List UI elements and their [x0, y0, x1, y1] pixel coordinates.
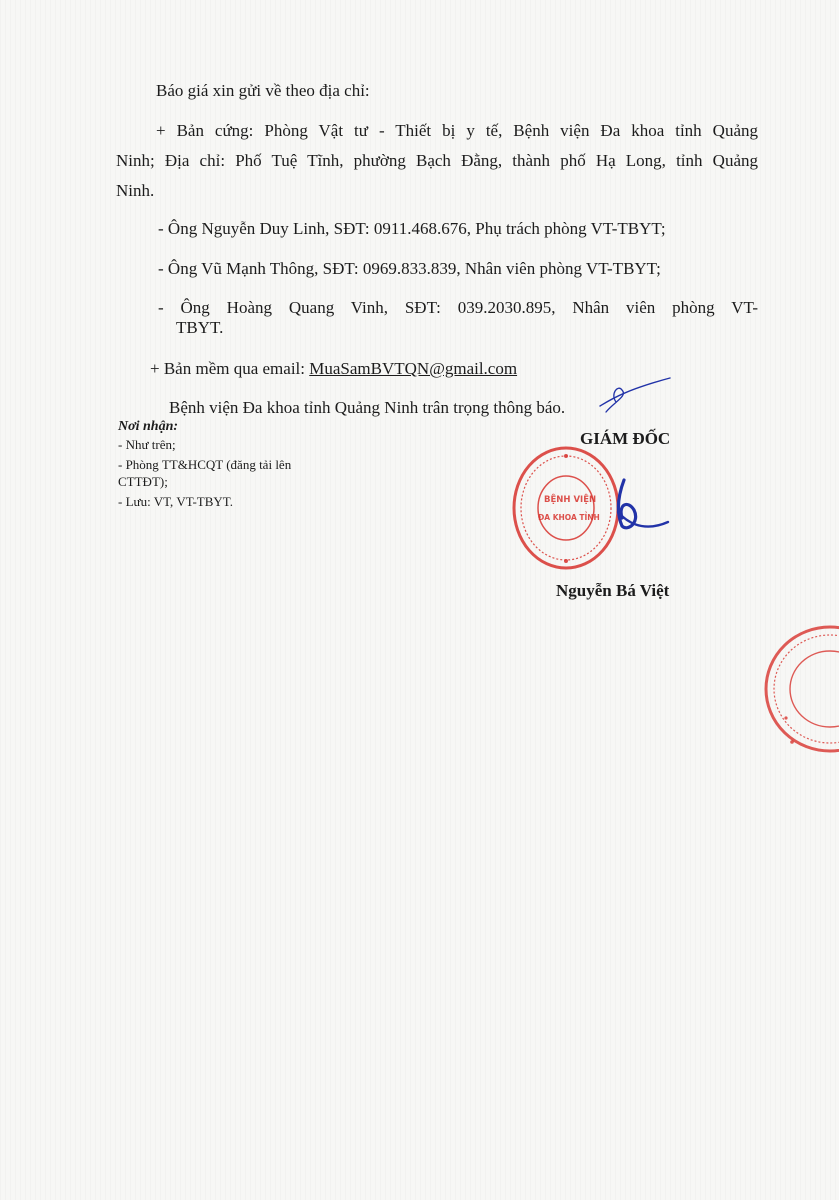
recipient-item: - Phòng TT&HCQT (đăng tải lên [118, 457, 292, 472]
hard-copy-line-2: Ninh; Địa chỉ: Phố Tuệ Tĩnh, phường Bạch Đằng, thành phố Hạ Long, tỉnh Quảng [116, 151, 758, 170]
signer-name: Nguyễn Bá Việt [556, 581, 670, 600]
stamp-text-top: BỆNH VIỆN [544, 495, 597, 505]
recipient-item: - Lưu: VT, VT-TBYT. [118, 494, 234, 509]
contact-2: - Ông Vũ Mạnh Thông, SĐT: 0969.833.839, Nhân viên phòng VT-TBYT; [158, 259, 661, 278]
recipient-item: - Như trên; [118, 437, 176, 452]
signer-title: GIÁM ĐỐC [580, 429, 671, 448]
hard-copy-line-1: + Bản cứng: Phòng Vật tư - Thiết bị y tế, Bệnh viện Đa khoa tỉnh Quảng [156, 121, 758, 140]
soft-copy-line [150, 358, 517, 380]
contact-3: - Ông Hoàng Quang Vinh, SĐT: 039.2030.895, Nhân viên phòng VT- [158, 298, 758, 317]
edge-seal [762, 622, 839, 756]
hard-copy-line-3: Ninh. [116, 181, 155, 200]
intro-text: Báo giá xin gửi về theo địa chỉ: [156, 81, 370, 100]
handwritten-signature [570, 372, 690, 542]
contact-1: - Ông Nguyễn Duy Linh, SĐT: 0911.468.676, Phụ trách phòng VT-TBYT; [158, 219, 666, 238]
stamp-text-bottom: ĐA KHOA TỈNH [538, 513, 600, 522]
contact-3-cont: TBYT. [176, 318, 224, 337]
soft-copy-label: + Bản mềm qua email: [150, 359, 310, 378]
recipients-title: Nơi nhận: [118, 419, 179, 434]
closing-text: Bệnh viện Đa khoa tỉnh Quảng Ninh trân trọng thông báo. [169, 398, 566, 417]
recipient-item: CTTĐT); [118, 474, 168, 489]
email-link[interactable]: MuaSamBVTQN@gmail.com [309, 359, 518, 378]
